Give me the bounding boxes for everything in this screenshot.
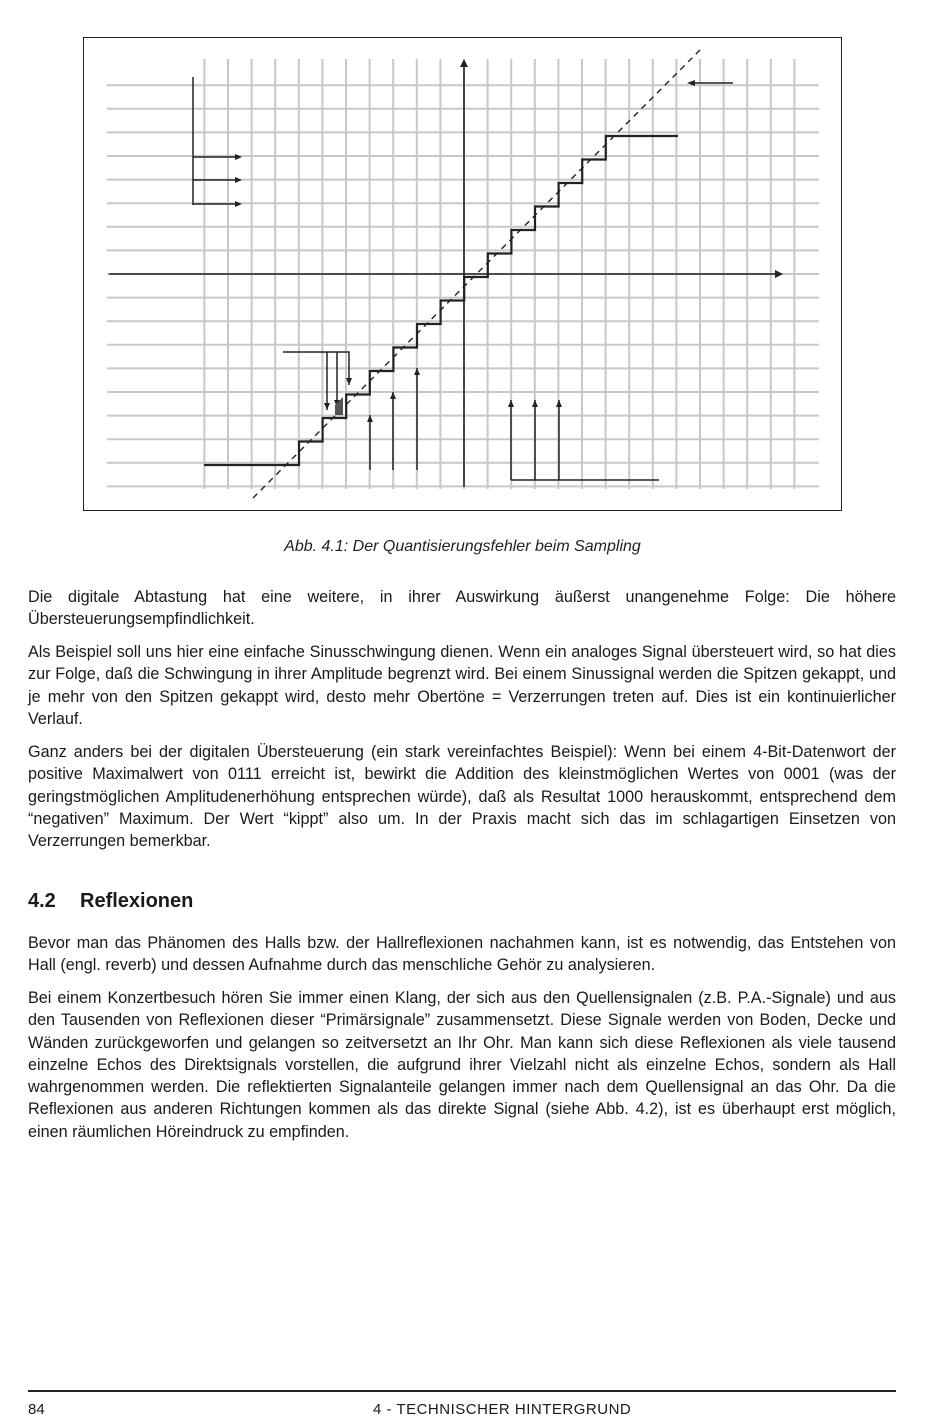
chapter-title: 4 - TECHNISCHER HINTERGRUND (373, 1401, 632, 1418)
footer-rule (28, 1390, 896, 1392)
paragraph-1: Die digitale Abtastung hat eine weitere, in ihrer Auswirkung äußerst unangenehme Folge: Die höhere Übersteuerungsempfindlichkeit. (28, 588, 896, 629)
section-paragraph-1: Bevor man das Phänomen des Halls bzw. der Hallreflexionen nachahmen kann, ist es notwendig, das Entstehen von Hall (engl. reverb) und dessen Aufnahme durch das menschliche Gehör zu analysieren. (28, 934, 896, 975)
section-number: 4.2 (28, 890, 56, 912)
x-axis-arrow (775, 270, 783, 278)
figure-caption: Abb. 4.1: Der Quantisierungsfehler beim Sampling (284, 538, 641, 555)
up-arrow-head (532, 400, 538, 407)
right-arrow-head (235, 177, 242, 183)
section-title: Reflexionen (80, 890, 194, 912)
up-arrow-head (508, 400, 514, 407)
up-arrow-head (556, 400, 562, 407)
y-axis-arrow (460, 59, 468, 67)
page-footer (28, 1401, 896, 1421)
up-arrow-head (390, 392, 396, 399)
section-paragraph-2: Bei einem Konzertbesuch hören Sie immer einen Klang, der sich aus den Quellensignalen (z.B. P.A.-Signale) und aus den Tausenden von Reflexionen dieser “Primärsignale” zusammensetzt. Diese Signale werden von Boden, Decke und Wänden zurückgeworfen und gelangen so zeitversetzt an Ihr Ohr. Man kann sich diese Reflexionen als viele tausend einzelne Echos des Direktsignals vorstellen, die aufgrund ihrer Vielzahl nicht als einzelne Echos, sondern als Hall wahrgenommen werden. Die reflektierten Signalanteile gelangen immer nach dem Quellensignal an das Ohr. Da die Reflexionen aus anderen Richtungen kommen als das direkte Signal (siehe Abb. 4.2), ist es überhaupt erst möglich, einen räumlichen Höreindruck zu empfinden. (28, 989, 896, 1141)
paragraph-2: Als Beispiel soll uns hier eine einfache Sinusschwingung dienen. Wenn ein analoges Signal übersteuert wird, so hat dies zur Folge, daß die Schwingung in ihrer Amplitude begrenzt wird. Bei einem Sinussignal werden die Spitzen gekappt, und je mehr von den Spitzen gekappt wird, desto mehr Obertöne = Verzerrungen treten auf. Dies ist ein kontinuierlicher Verlauf. (28, 643, 896, 728)
section-heading (28, 890, 193, 913)
right-arrow-head (235, 154, 242, 160)
quantization-diagram (83, 37, 842, 511)
paragraph-3: Ganz anders bei der digitalen Übersteuerung (ein stark vereinfachtes Beispiel): Wenn bei einem 4-Bit-Datenwort der positive Maximalwert von 0111 erreicht ist, bewirkt die Addition des kleinstmöglichen Wertes von 0001 (was der geringstmöglichen Amplitudenerhöhung entsprechen würde), daß als Resultat 1000 herauskommt, entsprechend dem “negativen” Maximum. Der Wert “kippt” also um. In der Praxis macht sich das im schlagartigen Einsetzen von Verzerrungen bemerkbar. (28, 743, 896, 851)
error-fill (335, 397, 343, 415)
right-arrow-head (235, 201, 242, 207)
down-arrow-head (324, 403, 330, 410)
page-number: 84 (28, 1401, 45, 1418)
